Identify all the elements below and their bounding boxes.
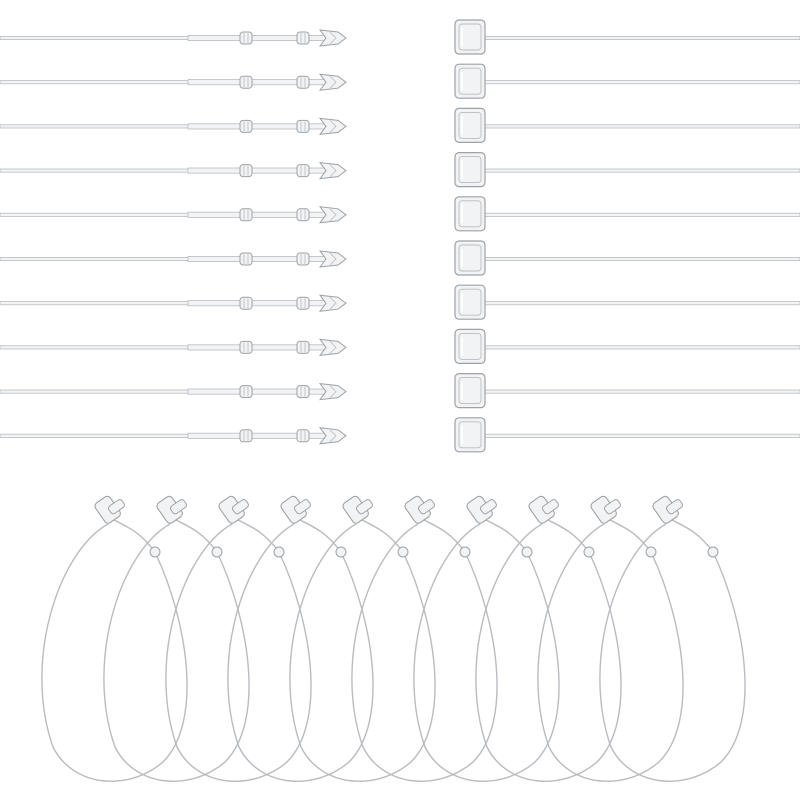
loop-tag-icon: [600, 495, 745, 781]
square-head-pin-icon: [455, 20, 800, 54]
square-head-pin-icon: [455, 374, 800, 408]
loop-tag-icon: [352, 495, 497, 781]
square-head-pin-icon: [455, 197, 800, 231]
square-head-pin-icon: [455, 329, 800, 363]
loop-tag-icon: [42, 495, 187, 781]
square-head-pin-icon: [455, 241, 800, 275]
square-head-pin-icon: [455, 108, 800, 142]
arrow-tip-pin-icon: [0, 30, 346, 46]
loop-tag-icon: [476, 495, 621, 781]
loop-tag-icon: [228, 495, 373, 781]
loop-tag-icon: [538, 495, 683, 781]
loop-tag-icon: [166, 495, 311, 781]
arrow-tip-pin-icon: [0, 251, 346, 267]
arrow-tip-pin-icon: [0, 163, 346, 179]
square-head-pin-group: [455, 20, 800, 452]
arrow-tip-pin-icon: [0, 295, 346, 311]
loop-tag-group: [42, 495, 745, 781]
square-head-pin-icon: [455, 418, 800, 452]
arrow-tip-pin-icon: [0, 118, 346, 134]
square-head-pin-icon: [455, 285, 800, 319]
arrow-tip-pin-icon: [0, 339, 346, 355]
loop-tag-icon: [414, 495, 559, 781]
square-head-pin-icon: [455, 153, 800, 187]
arrow-tip-pin-icon: [0, 74, 346, 90]
arrow-tip-pin-icon: [0, 384, 346, 400]
arrow-tip-pin-group: [0, 30, 346, 444]
arrow-tip-pin-icon: [0, 428, 346, 444]
square-head-pin-icon: [455, 64, 800, 98]
arrow-tip-pin-icon: [0, 207, 346, 223]
loop-tag-icon: [104, 495, 249, 781]
loop-tag-icon: [290, 495, 435, 781]
